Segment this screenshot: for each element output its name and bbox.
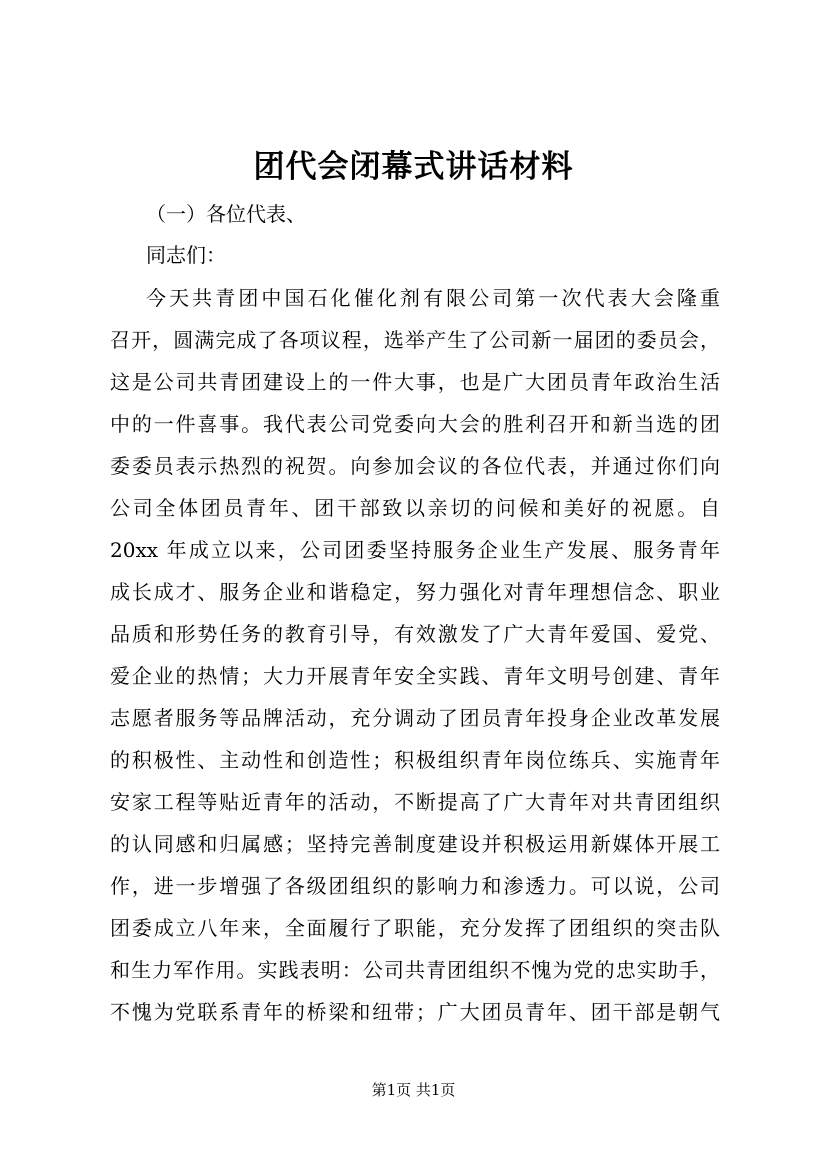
salutation-line-2: 同志们：	[146, 243, 226, 267]
body-line: 今天共青团中国石化催化剂有限公司第一次代表大会隆重	[146, 286, 720, 310]
body-line: 不愧为党联系青年的桥梁和纽带；广大团员青年、团干部是朝气	[110, 1000, 720, 1024]
body-line: 团委成立八年来，全面履行了职能，充分发挥了团组织的突击队	[110, 916, 720, 940]
body-line: 的积极性、主动性和创造性；积极组织青年岗位练兵、实施青年	[110, 748, 720, 772]
body-line: 的认同感和归属感；坚持完善制度建设并积极运用新媒体开展工	[110, 832, 720, 856]
body-line: 品质和形势任务的教育引导，有效激发了广大青年爱国、爱党、	[110, 622, 720, 646]
body-line: 作，进一步增强了各级团组织的影响力和渗透力。可以说，公司	[110, 874, 720, 898]
body-line: 志愿者服务等品牌活动，充分调动了团员青年投身企业改革发展	[110, 706, 720, 730]
document-title: 团代会闭幕式讲话材料	[253, 149, 574, 185]
body-line: 公司全体团员青年、团干部致以亲切的问候和美好的祝愿。自	[110, 496, 720, 520]
body-line: 成长成才、服务企业和谐稳定，努力强化对青年理想信念、职业	[110, 580, 720, 604]
salutation-line-1: （一）各位代表、	[146, 202, 306, 226]
body-line: 爱企业的热情；大力开展青年安全实践、青年文明号创建、青年	[110, 664, 720, 688]
body-line: 委委员表示热烈的祝贺。向参加会议的各位代表，并通过你们向	[110, 454, 720, 478]
body-line: 这是公司共青团建设上的一件大事，也是广大团员青年政治生活	[110, 370, 720, 394]
body-line: 和生力军作用。实践表明：公司共青团组织不愧为党的忠实助手，	[110, 958, 720, 982]
body-line: 20xx 年成立以来，公司团委坚持服务企业生产发展、服务青年	[110, 538, 720, 562]
page-footer: 第1页 共1页	[371, 1081, 456, 1099]
body-line: 召开，圆满完成了各项议程，选举产生了公司新一届团的委员会，	[110, 328, 720, 352]
body-line: 中的一件喜事。我代表公司党委向大会的胜利召开和新当选的团	[110, 412, 720, 436]
body-line: 安家工程等贴近青年的活动，不断提高了广大青年对共青团组织	[110, 790, 720, 814]
